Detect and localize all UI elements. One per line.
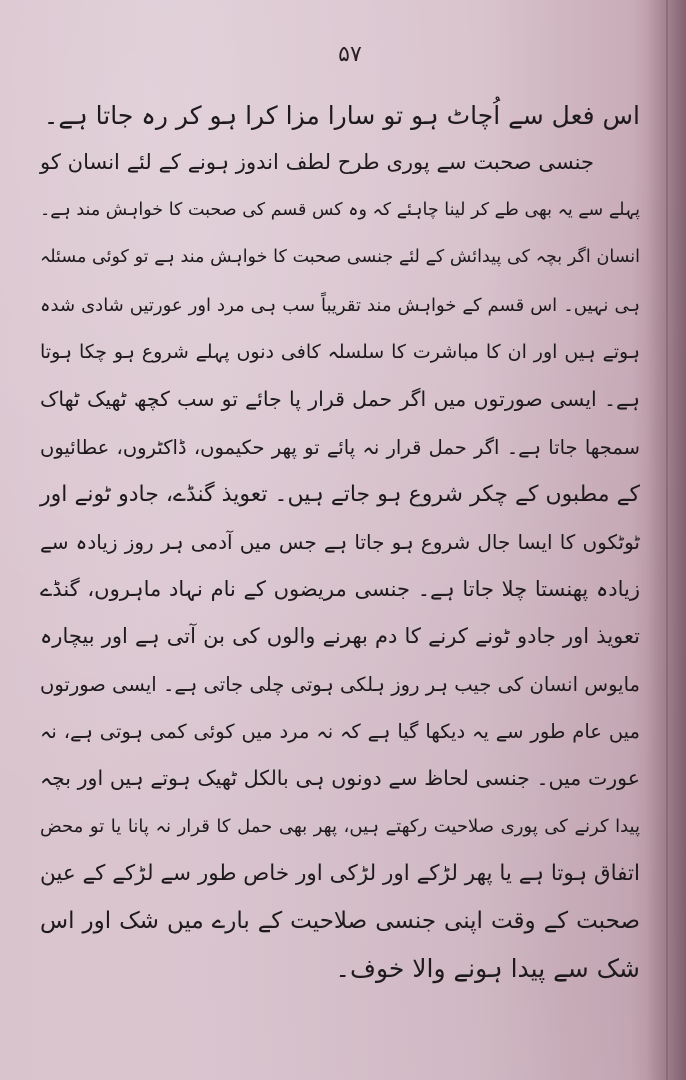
text-line: ٹوٹکوں کا ایسا جال شروع ہو جاتا ہے جس میں آدمی ہر روز زیادہ سے bbox=[40, 529, 640, 554]
text-line: مایوس انسان کی جیب ہر روز ہلکی ہوتی چلی جاتی ہے۔ ایسی صورتوں bbox=[40, 672, 640, 696]
page-number: ۵۷ bbox=[338, 42, 362, 67]
text-line: صحبت کے وقت اپنی جنسی صلاحیت کے بارے میں شک اور اس bbox=[40, 907, 640, 934]
urdu-text-block bbox=[40, 92, 640, 992]
text-line: میں عام طور سے یہ دیکھا گیا ہے کہ نہ مرد میں کوئی کمی ہوتی ہے، نہ bbox=[40, 720, 640, 744]
text-line: عورت میں۔ جنسی لحاظ سے دونوں ہی بالکل ٹھیک ہوتے ہیں اور بچہ bbox=[40, 766, 640, 791]
text-line: ہوتے ہیں اور ان کا مباشرت کا سلسلہ کافی دنوں پہلے شروع ہو چکا ہوتا bbox=[40, 340, 640, 363]
text-line: جنسی صحبت سے پوری طرح لطف اندوز ہونے کے لئے انسان کو bbox=[40, 150, 594, 175]
page-fold bbox=[666, 0, 668, 1080]
text-line: ہے۔ ایسی صورتوں میں اگر حمل قرار پا جائے تو سب کچھ ٹھیک ٹھاک bbox=[40, 387, 640, 412]
text-line: اس فعل سے اُچاٹ ہو تو سارا مزا کرا ہو کر رہ جاتا ہے۔ bbox=[43, 101, 640, 130]
text-line: انسان اگر بچہ کی پیدائش کے لئے جنسی صحبت کا خواہش مند ہے تو کوئی مسئلہ bbox=[40, 247, 640, 268]
text-line: پیدا کرنے کی پوری صلاحیت رکھتے ہیں، پھر بھی حمل کا قرار نہ پانا یا تو محض bbox=[40, 815, 640, 837]
text-line: پہلے سے یہ بھی طے کر لینا چاہئے کہ وہ کس قسم کی صحبت کا خواہش مند ہے۔ bbox=[40, 199, 640, 220]
text-line: زیادہ پھنستا چلا جاتا ہے۔ جنسی مریضوں کے نام نہاد ماہروں، گنڈے bbox=[40, 576, 640, 601]
text-line: سمجھا جاتا ہے۔ اگر حمل قرار نہ پائے تو پھر حکیموں، ڈاکٹروں، عطائیوں bbox=[40, 435, 640, 459]
text-line: کے مطبوں کے چکر شروع ہو جاتے ہیں۔ تعویذ گنڈے، جادو ٹونے اور bbox=[40, 482, 640, 508]
text-line: اتفاق ہوتا ہے یا پھر لڑکے اور لڑکی اور خاص طور سے لڑکے کے عین bbox=[40, 861, 640, 887]
text-line: تعویذ اور جادو ٹونے کرنے کا دم بھرنے والوں کی بن آتی ہے اور بیچارہ bbox=[40, 624, 640, 649]
text-line: ہی نہیں۔ اس قسم کے خواہش مند تقریباً سب ہی مرد اور عورتیں شادی شدہ bbox=[40, 294, 640, 316]
text-line: شک سے پیدا ہونے والا خوف۔ bbox=[335, 954, 640, 984]
